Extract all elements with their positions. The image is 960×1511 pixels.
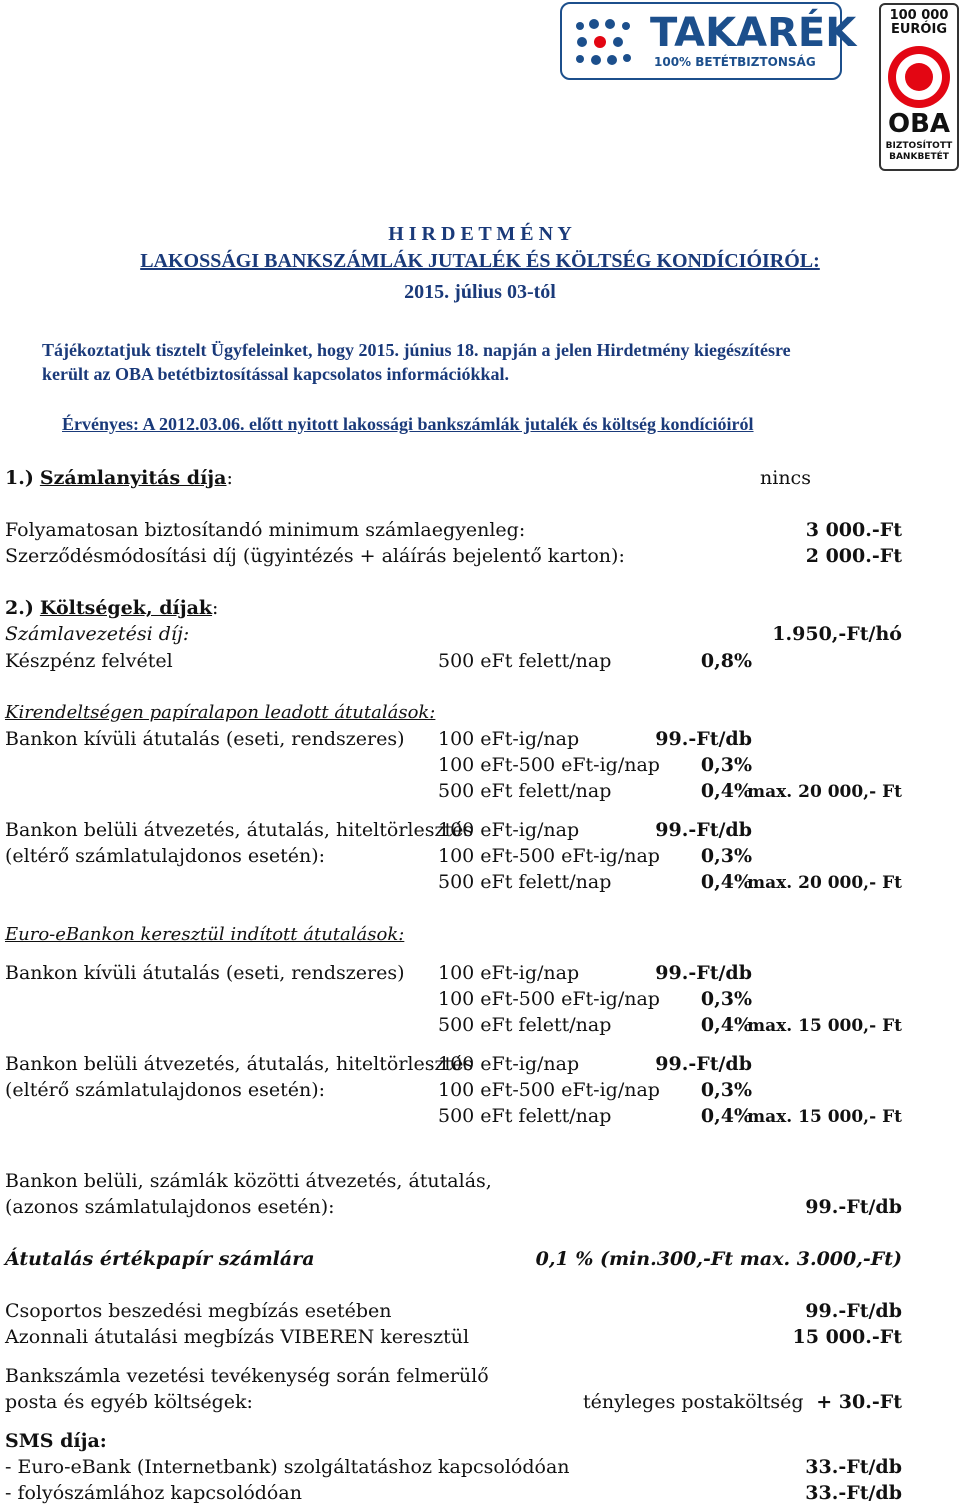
branch-ext-tier2-range: 100 eFt-500 eFt-ig/nap <box>438 754 660 776</box>
ebank-ext-tier3-value: 0,4% <box>700 1014 752 1036</box>
page-title: H I R D E T M É N Y <box>388 223 572 245</box>
ebank-int-tier2-range: 100 eFt-500 eFt-ig/nap <box>438 1079 660 1101</box>
ebank-int-tier3-max: max. 15 000,- Ft <box>747 1107 902 1127</box>
ebank-external-label: Bankon kívüli átutalás (eseti, rendszeres) <box>5 962 405 984</box>
takarek-name: TAKARÉK <box>650 10 857 56</box>
info-line-2: került az OBA betétbiztosítással kapcsolatos információkkal. <box>42 364 509 384</box>
account-fee-label: Számlavezetési díj: <box>5 623 190 645</box>
branch-int-tier2-value: 0,3% <box>700 845 752 867</box>
branch-ext-tier2-value: 0,3% <box>700 754 752 776</box>
takarek-tagline: 100% BETÉTBIZTONSÁG <box>654 55 816 69</box>
min-balance-label: Folyamatosan biztosítandó minimum számlaegyenleg: <box>5 519 526 541</box>
ebank-ext-tier3-range: 500 eFt felett/nap <box>438 1014 612 1036</box>
branch-ext-tier1-value: 99.-Ft/db <box>655 728 752 750</box>
same-owner-label1: Bankon belüli, számlák közötti átvezetés, átutalás, <box>5 1170 492 1192</box>
section2-number: 2.) <box>5 597 34 619</box>
cash-label: Készpénz felvétel <box>5 650 173 672</box>
postage-value: + 30.-Ft <box>816 1391 902 1413</box>
branch-external-label: Bankon kívüli átutalás (eseti, rendszeres) <box>5 728 405 750</box>
branch-internal-label2: (eltérő számlatulajdonos esetén): <box>5 845 326 867</box>
takarek-dots-icon <box>574 18 634 68</box>
ebank-heading: Euro-eBankon keresztül indított átutalások: <box>5 924 405 945</box>
oba-name: OBA <box>887 109 951 139</box>
postage-middle: tényleges postaköltség <box>583 1391 804 1413</box>
ebank-ext-tier1-value: 99.-Ft/db <box>655 962 752 984</box>
viber-value: 15 000.-Ft <box>792 1326 902 1348</box>
page-subtitle: LAKOSSÁGI BANKSZÁMLÁK JUTALÉK ÉS KÖLTSÉG KONDÍCIÓIRÓL: <box>140 250 820 272</box>
viber-label: Azonnali átutalási megbízás VIBEREN keresztül <box>5 1326 470 1348</box>
info-line-1: Tájékoztatjuk tisztelt Ügyfeleinket, hogy 2015. június 18. napján a jelen Hirdetmény kiegészítésre <box>42 340 791 360</box>
oba-bottom-text <box>881 141 957 163</box>
validity-line: Érvényes: A 2012.03.06. előtt nyitott lakossági bankszámlák jutalék és költség kondícióiról <box>62 414 754 434</box>
branch-internal-label1: Bankon belüli átvezetés, átutalás, hiteltörlesztés <box>5 819 474 841</box>
oba-top-line1: 100 000 <box>889 8 949 23</box>
sms-heading: SMS díja: <box>5 1430 107 1452</box>
section1-value: nincs <box>760 467 811 489</box>
branch-ext-tier3-value: 0,4% <box>700 780 752 802</box>
page-date: 2015. július 03-tól <box>404 281 556 303</box>
postage-label2: posta és egyéb költségek: <box>5 1391 253 1413</box>
ebank-ext-tier2-value: 0,3% <box>700 988 752 1010</box>
takarek-logo <box>560 2 857 80</box>
section1-number: 1.) <box>5 467 34 489</box>
branch-int-tier1-value: 99.-Ft/db <box>655 819 752 841</box>
sms-account-label: - folyószámlához kapcsolódóan <box>5 1482 302 1504</box>
same-owner-label2: (azonos számlatulajdonos esetén): <box>5 1196 335 1218</box>
same-owner-value: 99.-Ft/db <box>805 1196 902 1218</box>
sms-ebank-value: 33.-Ft/db <box>805 1456 902 1478</box>
ebank-internal-label2: (eltérő számlatulajdonos esetén): <box>5 1079 326 1101</box>
oba-bottom-line2: BANKBETÉT <box>889 152 949 162</box>
branch-int-tier2-range: 100 eFt-500 eFt-ig/nap <box>438 845 660 867</box>
contract-mod-label: Szerződésmódosítási díj (ügyintézés + aláírás bejelentő karton): <box>5 545 625 567</box>
section2-colon: : <box>212 597 219 619</box>
branch-int-tier1-range: 100 eFt-ig/nap <box>438 819 580 841</box>
ebank-int-tier1-range: 100 eFt-ig/nap <box>438 1053 580 1075</box>
securities-value: 0,1 % (min.300,-Ft max. 3.000,-Ft) <box>535 1248 902 1270</box>
ebank-int-tier1-value: 99.-Ft/db <box>655 1053 752 1075</box>
section2-heading <box>5 597 218 619</box>
ebank-ext-tier3-max: max. 15 000,- Ft <box>747 1016 902 1036</box>
collection-label: Csoportos beszedési megbízás esetében <box>5 1300 392 1322</box>
ebank-int-tier3-range: 500 eFt felett/nap <box>438 1105 612 1127</box>
section1-colon: : <box>226 467 233 489</box>
oba-badge <box>879 3 959 171</box>
section2-label: Költségek, díjak <box>39 597 213 619</box>
oba-top-line2: EURÓIG <box>890 22 947 37</box>
branch-ext-tier3-max: max. 20 000,- Ft <box>747 782 902 802</box>
branch-int-tier3-max: max. 20 000,- Ft <box>747 873 902 893</box>
oba-top-text <box>881 9 957 37</box>
ebank-int-tier3-value: 0,4% <box>700 1105 752 1127</box>
branch-int-tier3-range: 500 eFt felett/nap <box>438 871 612 893</box>
sms-ebank-label: - Euro-eBank (Internetbank) szolgáltatáshoz kapcsolódóan <box>5 1456 570 1478</box>
sms-account-value: 33.-Ft/db <box>805 1482 902 1504</box>
postage-label1: Bankszámla vezetési tevékenység során felmerülő <box>5 1365 489 1387</box>
cash-value: 0,8% <box>700 650 752 672</box>
securities-label: Átutalás értékpapír számlára <box>5 1248 315 1270</box>
branch-int-tier3-value: 0,4% <box>700 871 752 893</box>
oba-ring-icon <box>885 43 953 111</box>
branch-heading: Kirendeltségen papíralapon leadott átutalások: <box>5 702 436 723</box>
section1-label: Számlanyitás díja <box>39 467 227 489</box>
section1-heading <box>5 467 233 489</box>
account-fee-value: 1.950,-Ft/hó <box>772 623 902 645</box>
oba-bottom-line1: BIZTOSÍTOTT <box>885 141 953 151</box>
collection-value: 99.-Ft/db <box>805 1300 902 1322</box>
branch-ext-tier3-range: 500 eFt felett/nap <box>438 780 612 802</box>
ebank-ext-tier1-range: 100 eFt-ig/nap <box>438 962 580 984</box>
branch-ext-tier1-range: 100 eFt-ig/nap <box>438 728 580 750</box>
cash-range: 500 eFt felett/nap <box>438 650 612 672</box>
contract-mod-value: 2 000.-Ft <box>805 545 902 567</box>
min-balance-value: 3 000.-Ft <box>805 519 902 541</box>
ebank-internal-label1: Bankon belüli átvezetés, átutalás, hiteltörlesztés <box>5 1053 474 1075</box>
ebank-ext-tier2-range: 100 eFt-500 eFt-ig/nap <box>438 988 660 1010</box>
ebank-int-tier2-value: 0,3% <box>700 1079 752 1101</box>
